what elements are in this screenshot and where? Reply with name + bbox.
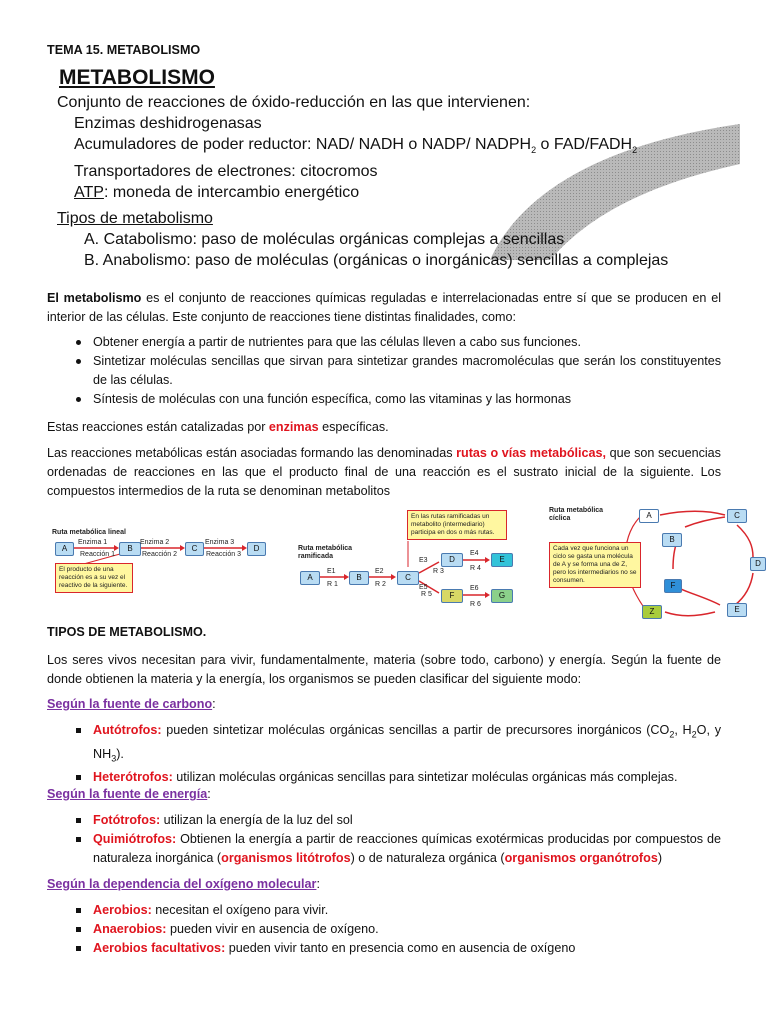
reaction-label: Reacción 3 bbox=[206, 551, 242, 558]
enzyme-label: Enzima 3 bbox=[205, 539, 235, 546]
list-item: Autótrofos: pueden sintetizar moléculas orgánicas sencillas a partir de precursores inorgánicos ($CO_2$, $H_2O$, y $NH_3$). bbox=[47, 721, 721, 768]
enzyme-label: E3 bbox=[419, 557, 428, 564]
slide-image bbox=[40, 64, 740, 270]
carbono-list bbox=[47, 721, 721, 787]
document-title: TEMA 15. METABOLISMO bbox=[47, 43, 201, 57]
list-item: Aerobios facultativos: pueden vivir tanto en presencia como en ausencia de oxígeno bbox=[47, 939, 721, 958]
reaction-label: R 1 bbox=[327, 581, 338, 588]
list-item: Fotótrofos: utilizan la energía de la luz del sol bbox=[47, 811, 721, 830]
enzyme-label: E5 bbox=[419, 584, 428, 591]
callout-note: En las rutas ramificadas un metabolito (intermediario) participa en dos o más rutas. bbox=[407, 510, 507, 540]
section-heading: TIPOS DE METABOLISMO. bbox=[47, 625, 207, 639]
subheading-carbono: Según la fuente de carbono: bbox=[47, 697, 216, 711]
metabolite-node: B bbox=[349, 571, 369, 585]
slide-line: Transportadores de electrones: citocromos bbox=[74, 163, 378, 181]
slide-line: Enzimas deshidrogenasas bbox=[74, 115, 262, 132]
metabolite-node: G bbox=[491, 589, 513, 603]
metabolite-node: A bbox=[639, 509, 659, 523]
metabolite-node: A bbox=[300, 571, 320, 585]
branched-route-diagram bbox=[295, 505, 535, 615]
enzyme-label: E2 bbox=[375, 568, 384, 575]
metabolite-node: D bbox=[247, 542, 266, 556]
enzyme-label: Enzima 1 bbox=[78, 539, 108, 546]
slide-line: ATP: moneda de intercambio energético bbox=[74, 184, 360, 202]
metabolite-node: C bbox=[185, 542, 204, 556]
intro-paragraph: El metabolismo es el conjunto de reacciones químicas reguladas e interrelacionadas entre sí que se producen en el interior de las células. Este conjunto de reacciones tiene distintas finalidades, como: bbox=[47, 291, 721, 324]
subheading-oxigeno: Según la dependencia del oxígeno molecular: bbox=[47, 877, 320, 891]
metabolite-node: A bbox=[55, 542, 74, 556]
tipos-intro: Los seres vivos necesitan para vivir, fundamentalmente, materia (sobre todo, carbono) y energía. Según la fuente de donde obtienen la materia y la energía, los organismos se pueden clasificar del siguiente modo: bbox=[47, 653, 721, 686]
reaction-label: R 2 bbox=[375, 581, 386, 588]
callout-note: Cada vez que funciona un ciclo se gasta una molécula de A y se forma una de Z, pero los intermediarios no se consumen. bbox=[549, 542, 641, 588]
reaction-label: R 4 bbox=[470, 565, 481, 572]
list-item: Sintetizar moléculas sencillas que sirvan para sintetizar grandes macromoléculas que serán los constituyentes de las células. bbox=[47, 352, 721, 390]
subheading-energia: Según la fuente de energía: bbox=[47, 787, 211, 801]
diagram-title: Ruta metabólica cíclica bbox=[549, 507, 604, 522]
metabolite-node: D bbox=[441, 553, 463, 567]
slide-line: Conjunto de reacciones de óxido-reducción en las que intervienen: bbox=[57, 94, 531, 111]
reaction-label: R 6 bbox=[470, 601, 481, 608]
enzyme-label: E4 bbox=[470, 550, 479, 557]
callout-note: El producto de una reacción es a su vez el reactivo de la siguiente. bbox=[55, 563, 133, 593]
list-item: Heterótrofos: utilizan moléculas orgánicas sencillas para sintetizar moléculas orgánicas más complejas. bbox=[47, 768, 721, 787]
list-item: Obtener energía a partir de nutrientes para que las células lleven a cabo sus funciones. bbox=[47, 333, 721, 352]
list-item: Aerobios: necesitan el oxígeno para vivir. bbox=[47, 901, 721, 920]
metabolite-node: Z bbox=[642, 605, 662, 619]
metabolite-node: E bbox=[491, 553, 513, 567]
slide-heading: METABOLISMO bbox=[59, 66, 215, 89]
slide-line: A. Catabolismo: paso de moléculas orgánicas complejas a sencillas bbox=[84, 231, 565, 249]
reaction-label: R 3 bbox=[433, 568, 444, 575]
cyclic-route-diagram bbox=[545, 497, 765, 625]
slide-line: Acumuladores de poder reductor: NAD/ NADH o NADP/ $NADPH_2$ o FAD/$FADH_2$ bbox=[74, 136, 638, 156]
metabolite-node: B bbox=[119, 542, 141, 556]
reaction-label: Reacción 1 bbox=[80, 551, 116, 558]
energia-list bbox=[47, 811, 721, 868]
oxigeno-list bbox=[47, 901, 721, 958]
linear-route-diagram bbox=[40, 520, 285, 590]
routes-paragraph: Las reacciones metabólicas están asociadas formando las denominadas rutas o vías metabólicas, que son secuencias ordenadas de reacciones en las que el producto final de una reacción es el sustrato inicial de la siguiente. Los compuestos intermedios de la ruta se denominan metabolitos bbox=[47, 446, 721, 498]
list-item: Síntesis de moléculas con una función específica, como las vitaminas y las hormonas bbox=[47, 390, 721, 409]
metabolite-node: F bbox=[664, 579, 682, 593]
diagram-title: Ruta metabólica ramificada bbox=[298, 545, 353, 560]
enzyme-label: E1 bbox=[327, 568, 336, 575]
slide-line: B. Anabolismo: paso de moléculas (orgánicas o inorgánicas) sencillas a complejas bbox=[84, 252, 669, 270]
diagram-title: Ruta metabólica lineal bbox=[52, 529, 126, 536]
enzyme-label: Enzima 2 bbox=[140, 539, 170, 546]
metabolite-node: C bbox=[727, 509, 747, 523]
metabolite-node: C bbox=[397, 571, 419, 585]
metabolite-node: E bbox=[727, 603, 747, 617]
enzymes-paragraph: Estas reacciones están catalizadas por enzimas específicas. bbox=[47, 420, 389, 434]
intro-bullet-list bbox=[47, 333, 721, 409]
enzyme-label: E6 bbox=[470, 585, 479, 592]
reaction-label: Reacción 2 bbox=[142, 551, 178, 558]
metabolite-node: D bbox=[750, 557, 766, 571]
metabolite-node: F bbox=[441, 589, 463, 603]
reaction-label: R 5 bbox=[421, 591, 432, 598]
slide-subheading: Tipos de metabolismo bbox=[57, 210, 213, 228]
metabolite-node: B bbox=[662, 533, 682, 547]
list-item: Anaerobios: pueden vivir en ausencia de oxígeno. bbox=[47, 920, 721, 939]
list-item: Quimiótrofos: Obtienen la energía a partir de reacciones químicas exotérmicas producidas por compuestos de naturaleza inorgánica (organismos litótrofos) o de naturaleza orgánica (organismos organótrofos) bbox=[47, 830, 721, 868]
